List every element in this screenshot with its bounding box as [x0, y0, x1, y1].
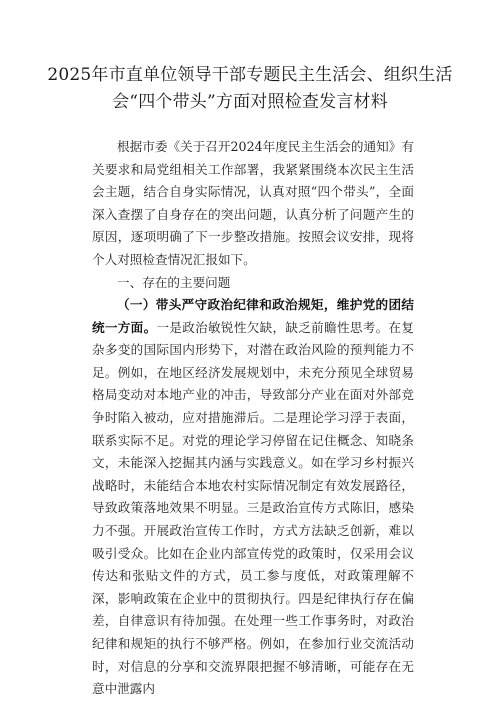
title-line-1: 2025年市直单位领导干部专题民主生活会、组织生活 [47, 65, 453, 85]
intro-paragraph: 根据市委《关于召开2024年度民主生活会的通知》有关要求和局党组相关工作部署，我紧紧围绕本次民主生活会主题，结合自身实际情况，认真对照“四个带头”，全面深入查摆了自身存在的突出问题，认真分析了问题产生的原因，逐项明确了下一步整改措施。按照会议安排，现将个人对照检查情况汇报如下。 [92, 139, 414, 267]
paragraph-1-body: 一是政治敏锐性欠缺，缺乏前瞻性思考。在复杂多变的国际国内形势下，对潜在政治风险的预判能力不足。例如，在地区经济发展规划中，未充分预见全球贸易格局变动对本地产业的冲击，导致部分产业在面对外部竞争时陷入被动，应对措施滞后。二是理论学习浮于表面，联系实际不足。对党的理论学习停留在记住概念、知晓条文，未能深入挖掘其内涵与实践意义。如在学习乡村振兴战略时，未能结合本地农村实际情况制定有效发展路径，导致政策落地效果不明显。三是政治宣传方式陈旧，感染力不强。开展政治宣传工作时，方式方法缺乏创新，难以吸引受众。比如在企业内部宣传党的政策时，仅采用会议传达和张贴文件的方式，员工参与度低，对政策理解不深，影响政策在企业中的贯彻执行。四是纪律执行存在偏差，自律意识有待加强。在处理一些工作事务时，对政治纪律和规矩的执行不够严格。例如，在参加行业交流活动时，对信息的分享和交流界限把握不够清晰，可能存在无意中泄露内 [92, 319, 415, 697]
document-title [40, 62, 460, 116]
paragraph-1 [92, 294, 414, 701]
paragraph-1-lead: （一）带头严守政治纪律和政治规矩，维护党的团结统一方面。 [92, 297, 414, 335]
section-heading: 一、存在的主要问题 [117, 275, 231, 290]
title-line-2: 会“四个带头”方面对照检查发言材料 [112, 92, 388, 112]
